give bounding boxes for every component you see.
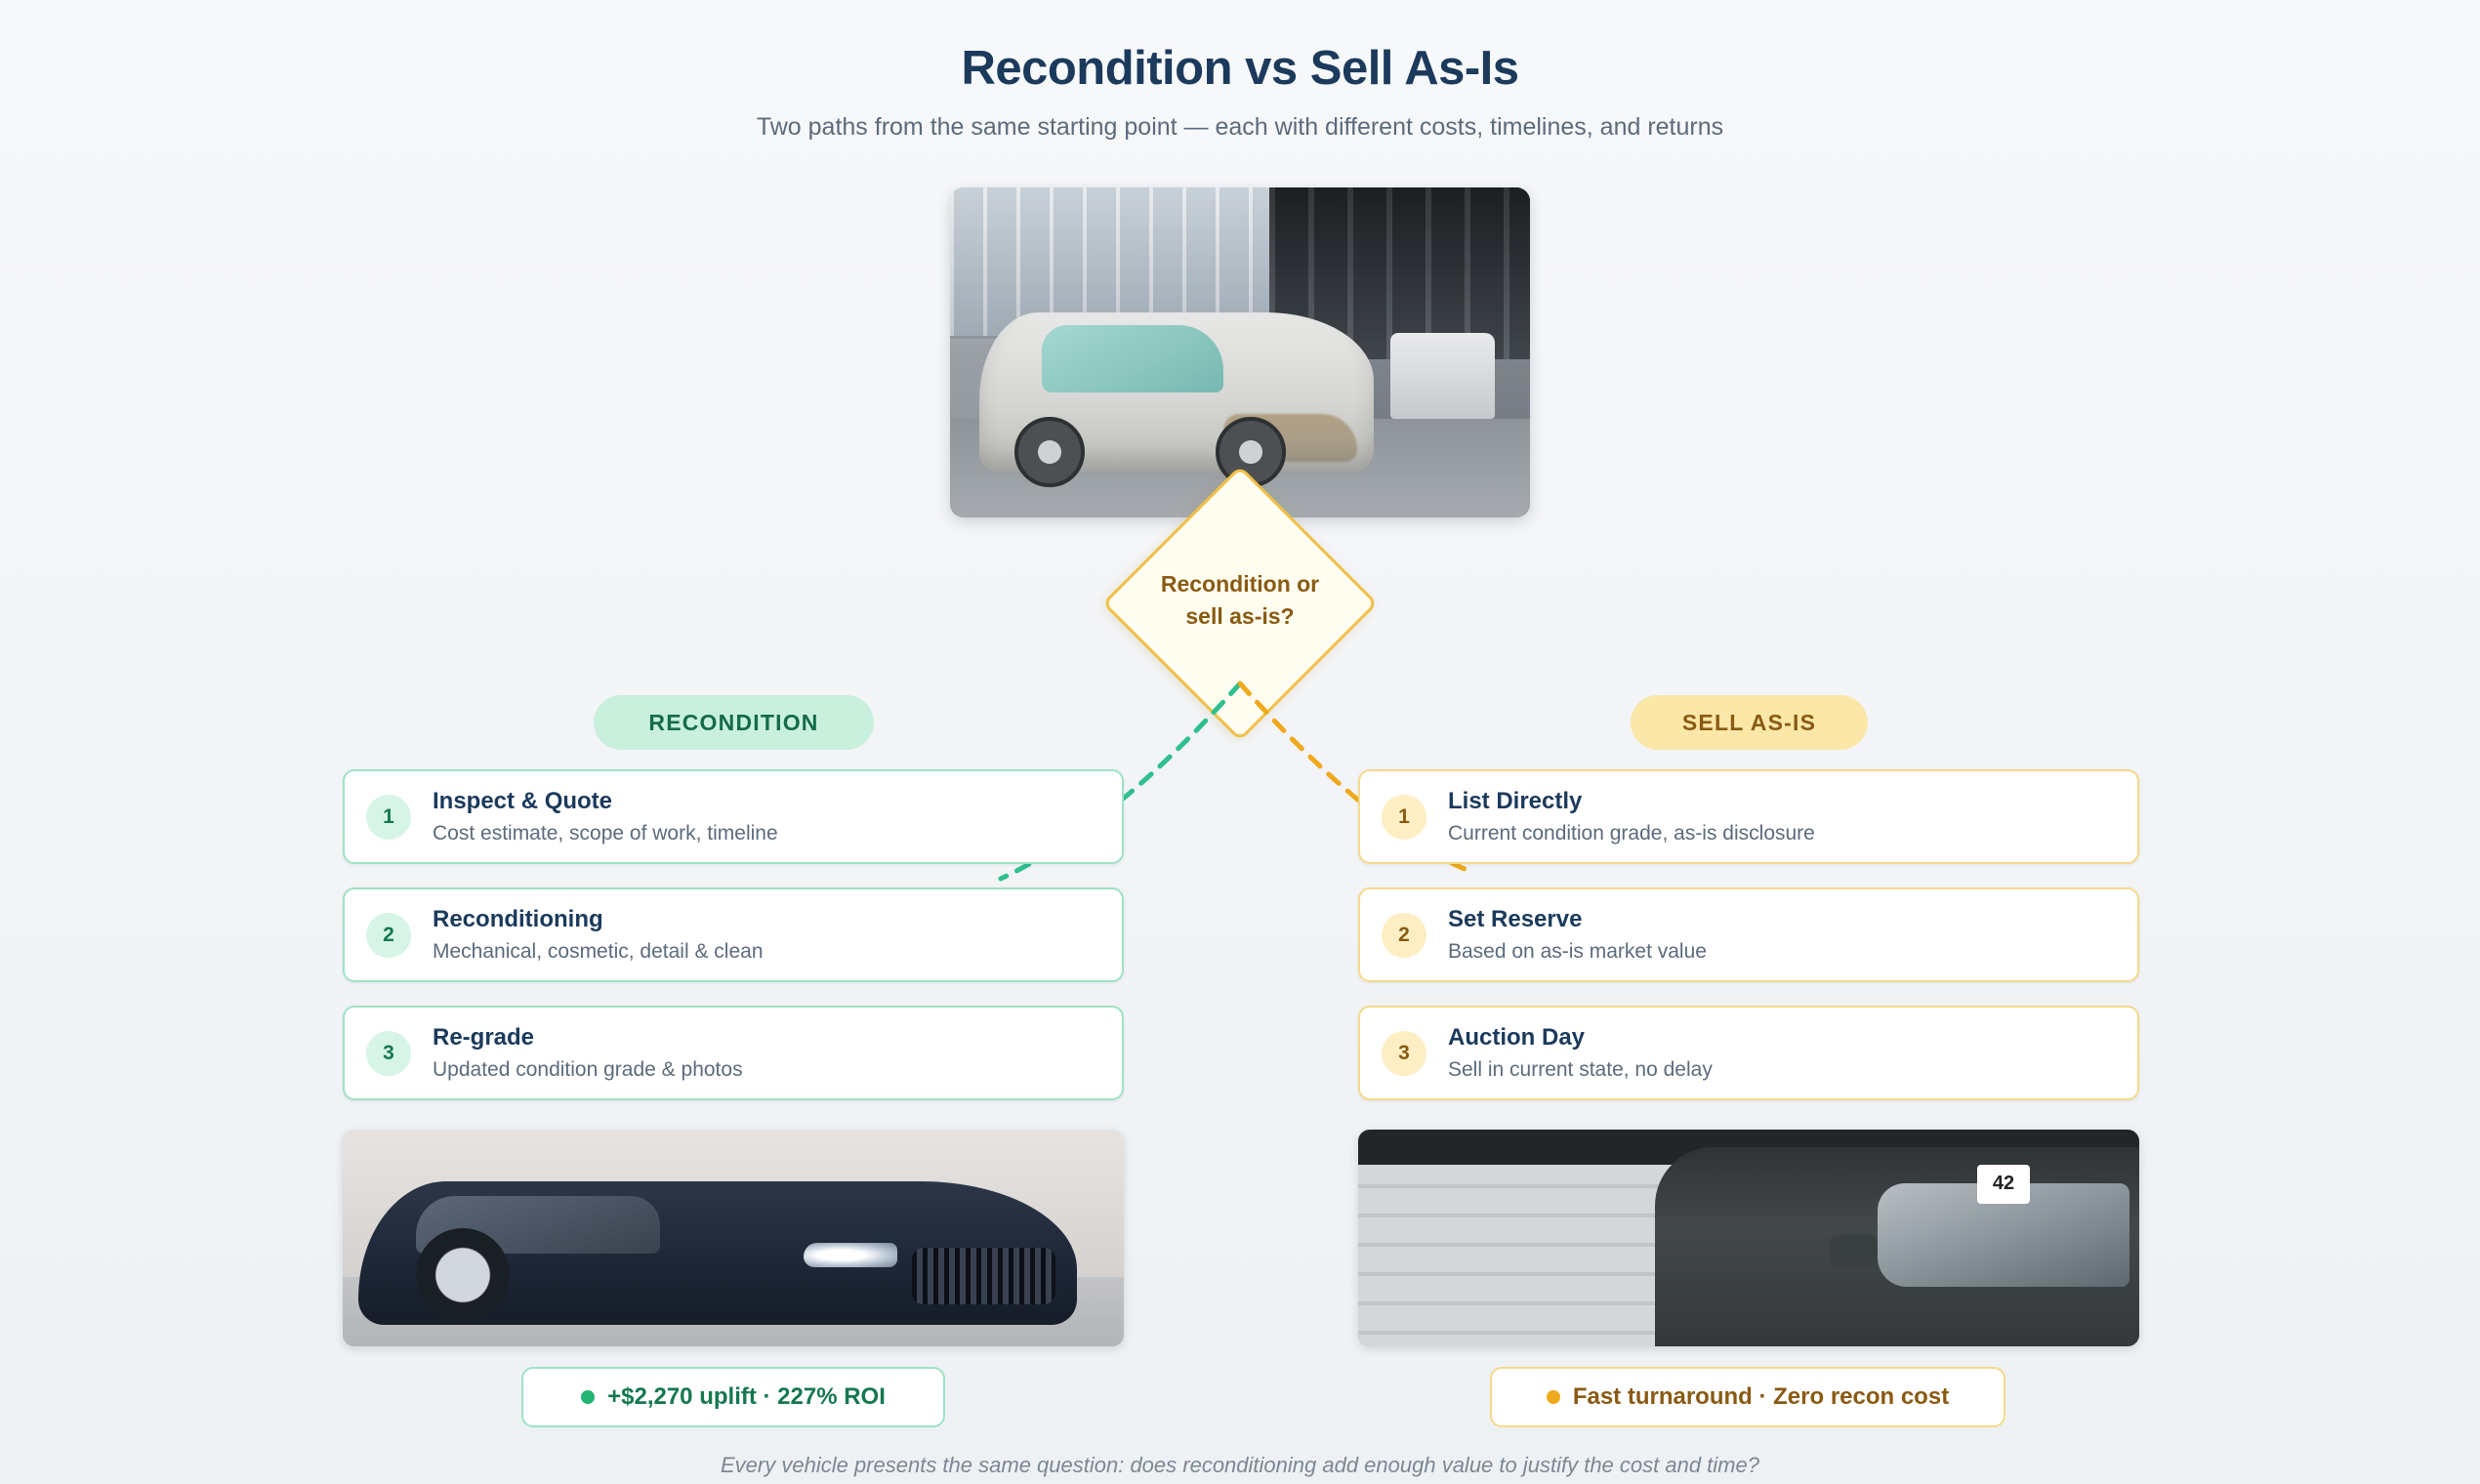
hero-car-windows <box>1042 325 1223 392</box>
status-dot-icon <box>1547 1390 1560 1404</box>
outcome-right-car <box>1655 1147 2139 1346</box>
outcome-left-headlight <box>804 1243 897 1267</box>
decision-label-line1: Recondition or <box>1160 571 1320 597</box>
page-title: Recondition vs Sell As-Is <box>961 42 1519 95</box>
header <box>0 0 2480 142</box>
step-title: Auction Day <box>1448 1024 1586 1051</box>
recondition-steps <box>343 769 1124 1124</box>
page-subtitle: Two paths from the same starting point — each with different costs, timelines, and returns <box>756 113 1724 141</box>
step-card[interactable] <box>343 769 1124 864</box>
step-card[interactable] <box>343 887 1124 982</box>
step-card[interactable] <box>1358 887 2139 982</box>
step-title: Set Reserve <box>1448 906 1583 932</box>
outcome-left-grille <box>912 1248 1055 1305</box>
step-title: List Directly <box>1448 788 1583 814</box>
hero-car-wheel-rear <box>1014 417 1085 487</box>
result-chip-recondition <box>521 1367 945 1427</box>
hero-damaged-car <box>979 312 1374 471</box>
step-number-badge: 3 <box>1382 1031 1426 1076</box>
step-card[interactable] <box>1358 769 2139 864</box>
result-chip-label: +$2,270 uplift · 227% ROI <box>607 1383 886 1410</box>
hero-background-van <box>1390 333 1495 419</box>
footer-note: Every vehicle presents the same question: does reconditioning add enough value to justify the cost and time? <box>721 1453 1759 1477</box>
branch-pill-recondition[interactable]: RECONDITION <box>594 695 874 750</box>
step-title: Inspect & Quote <box>433 788 613 814</box>
step-title: Re-grade <box>433 1024 535 1051</box>
outcome-left-car <box>358 1181 1077 1325</box>
result-chip-label: Fast turnaround · Zero recon cost <box>1572 1383 1950 1410</box>
step-card[interactable] <box>1358 1006 2139 1100</box>
step-card[interactable] <box>343 1006 1124 1100</box>
decision-label <box>1094 568 1386 632</box>
step-subtitle: Updated condition grade & photos <box>433 1058 743 1081</box>
step-number-badge: 1 <box>1382 795 1426 840</box>
step-subtitle: Current condition grade, as-is disclosure <box>1448 822 1815 845</box>
step-title: Reconditioning <box>433 906 603 932</box>
sell-as-is-steps <box>1358 769 2139 1124</box>
step-number-badge: 3 <box>366 1031 411 1076</box>
status-dot-icon <box>581 1390 595 1404</box>
step-number-badge: 1 <box>366 795 411 840</box>
branch-pill-sell-as-is[interactable]: SELL AS-IS <box>1631 695 1868 750</box>
decision-label-line2: sell as-is? <box>1185 602 1295 629</box>
step-subtitle: Based on as-is market value <box>1448 940 1707 963</box>
step-subtitle: Mechanical, cosmetic, detail & clean <box>433 940 764 963</box>
step-number-badge: 2 <box>1382 913 1426 958</box>
outcome-right-mirror <box>1830 1235 1879 1267</box>
step-number-badge: 2 <box>366 913 411 958</box>
step-subtitle: Cost estimate, scope of work, timeline <box>433 822 778 845</box>
outcome-left-wheel <box>416 1228 510 1322</box>
outcome-image-reconditioned <box>343 1130 1124 1346</box>
result-chip-sell-as-is <box>1490 1367 2005 1427</box>
step-subtitle: Sell in current state, no delay <box>1448 1058 1713 1081</box>
outcome-image-auction-lane <box>1358 1130 2139 1346</box>
auction-lane-number: 42 <box>1977 1165 2030 1204</box>
